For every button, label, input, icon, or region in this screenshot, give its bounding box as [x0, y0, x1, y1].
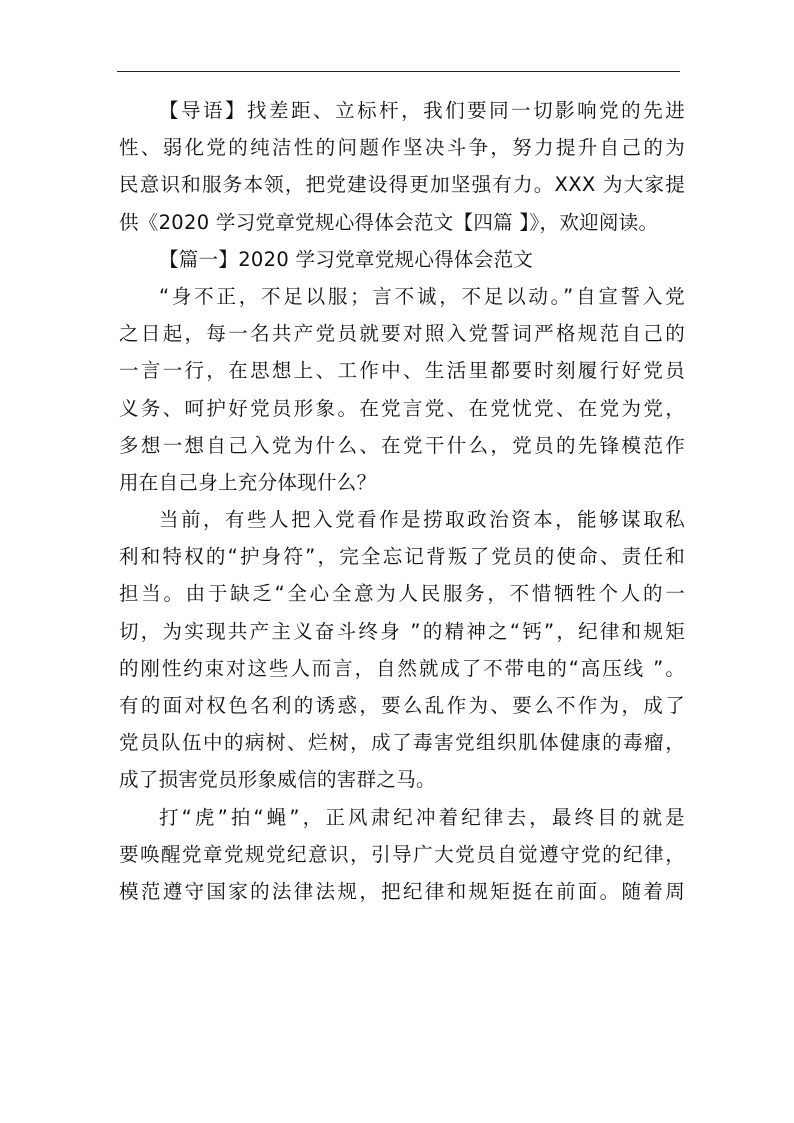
paragraph-line: “身不正，不足以服；言不诚，不足以动。”自宣誓入党 — [159, 284, 685, 308]
paragraph-line: 一言一行，在思想上、工作中、生活里都要时刻履行好党员 — [119, 359, 685, 383]
paragraph-line: 成了损害党员形象威信的害群之马。 — [119, 768, 436, 792]
paragraph-line: 之日起，每一名共产党员就要对照入党誓词严格规范自己的 — [119, 322, 685, 346]
paragraph-line: 用在自己身上充分体现什么？ — [119, 470, 377, 494]
intro-line: 性、弱化党的纯洁性的问题作坚决斗争，努力提升自己的为 — [119, 136, 685, 160]
paragraph-line: 打“虎”拍“蝇”，正风肃纪冲着纪律去，最终目的就是 — [159, 805, 685, 829]
intro-line: 民意识和服务本领，把党建设得更加坚强有力。XXX 为大家提 — [119, 173, 685, 197]
document-body — [119, 92, 685, 910]
paragraph-line: 当前，有些人把入党看作是捞取政治资本，能够谋取私 — [159, 508, 685, 532]
paragraph-1 — [119, 278, 685, 501]
paragraph-line: 义务、呵护好党员形象。在党言党、在党忧党、在党为党， — [119, 396, 685, 420]
paragraph-line: 利和特权的“护身符”，完全忘记背叛了党员的使命、责任和 — [119, 545, 685, 569]
paragraph-3 — [119, 799, 685, 911]
paragraph-line: 有的面对权色名利的诱惑，要么乱作为、要么不作为，成了 — [119, 694, 685, 717]
intro-line: 供《2020 学习党章党规心得体会范文【四篇 】》，欢迎阅读。 — [119, 210, 659, 234]
paragraph-line: 要唤醒党章党规党纪意识，引导广大党员自觉遵守党的纪律， — [119, 842, 685, 866]
header-rule — [117, 71, 680, 72]
paragraph-line: 担当。由于缺乏“全心全意为人民服务，不惜牺牲个人的一 — [119, 582, 685, 606]
paragraph-line: 的刚性约束对这些人而言，自然就成了不带电的“高压线 ”。 — [119, 656, 685, 680]
paragraph-2 — [119, 501, 685, 799]
intro-line: 【导语】找差距、立标杆，我们要同一切影响党的先进 — [159, 99, 685, 122]
paragraph-line: 多想一想自己入党为什么、在党干什么，党员的先锋模范作 — [119, 433, 685, 457]
paragraph-line: 党员队伍中的病树、烂树，成了毒害党组织肌体健康的毒瘤， — [119, 731, 685, 755]
intro-paragraph — [119, 92, 685, 241]
paragraph-line: 切，为实现共产主义奋斗终身 ”的精神之“钙”，纪律和规矩 — [119, 619, 685, 643]
paragraph-line: 模范遵守国家的法律法规，把纪律和规矩挺在前面。随着周 — [119, 879, 685, 903]
section-title: 【篇一】2020 学习党章党规心得体会范文 — [159, 247, 534, 271]
